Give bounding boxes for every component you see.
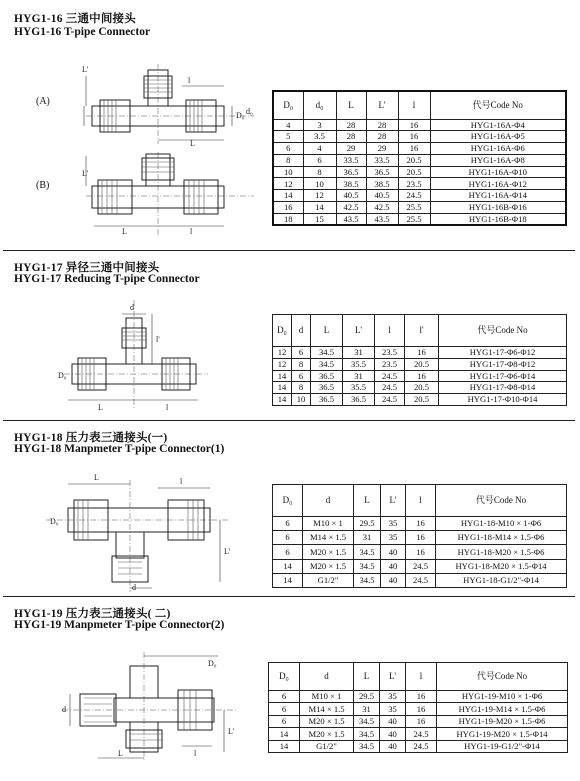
table-cell: M20 × 1.5 [303,559,354,573]
col-header: d [303,485,354,517]
code-no-cell: HYG1-16A-Φ5 [430,131,566,143]
table-cell: 14 [269,728,300,740]
code-no-cell: HYG1-18-G1/2"-Φ14 [436,573,567,587]
col-header: d [300,663,354,691]
table-cell: 34.5 [354,715,380,727]
code-no-cell: HYG1-19-M20 × 1.5-Φ6 [437,715,568,727]
label-l: l [180,477,183,486]
table-row [269,691,568,703]
table-cell: 40.5 [366,190,398,202]
table-cell: 6 [273,143,303,155]
section-title-cn: HYG1-17 异径三通中间接头 [14,262,160,274]
table-cell: 40 [380,740,406,752]
section-title-cn: HYG1-16 三通中间接头 [14,13,136,25]
variant-label-a: (A) [36,96,50,107]
table-cell: 36.5 [343,394,375,406]
table-row [269,703,568,715]
table-cell: G1/2" [303,573,354,587]
col-header: 代号Code No [430,91,566,119]
table-cell: M10 × 1 [303,517,354,531]
table-cell: 25.5 [398,213,430,225]
table-cell: 12 [273,347,292,359]
table-cell: 12 [273,358,292,370]
table-cell: 16 [406,715,437,727]
table-cell: 40 [381,573,406,587]
section-hyg1-18 [0,422,580,594]
label-d0: d₀ [246,107,253,116]
table-cell: 6 [269,715,300,727]
table-cell: 24.5 [375,382,405,394]
table-row [269,728,568,740]
table-row [269,715,568,727]
table-cell: 18 [273,213,303,225]
table-cell: 6 [273,531,303,545]
code-no-cell: HYG1-19-M14 × 1.5-Φ6 [437,703,568,715]
tee-drawing-a [82,62,262,147]
col-header: L' [366,91,398,119]
table-cell: 24.5 [375,370,405,382]
section-title-cn: HYG1-18 压力表三通接头(一) [14,432,168,444]
label-l: l [166,403,169,412]
section-divider [3,596,575,597]
table-row [273,143,566,155]
col-header: D₀ [269,663,300,691]
col-header: L [354,485,381,517]
table-row [269,740,568,752]
table-body [273,119,566,225]
code-no-cell: HYG1-16B-Φ18 [430,213,566,225]
table-cell: 24.5 [406,559,436,573]
table-cell: 15 [303,213,336,225]
section-title-cn: HYG1-19 压力表三通接头( 二) [14,608,171,620]
col-header: l [406,663,437,691]
table-cell: 29.5 [354,517,381,531]
spec-table [272,90,567,226]
table-cell: 20.5 [405,358,439,370]
label-Lp: L' [228,727,235,736]
code-no-cell: HYG1-19-M20 × 1.5-Φ14 [437,728,568,740]
table-row [273,559,567,573]
table-cell: 16 [406,517,436,531]
table-body [269,691,568,753]
col-header: L [336,91,366,119]
table-row [273,382,567,394]
label-L: L [190,139,195,147]
table-cell: 34.5 [354,728,380,740]
spec-table [268,662,568,753]
table-cell: 40 [380,728,406,740]
table-cell: 16 [406,545,436,559]
table-row [273,370,567,382]
table-cell: 36.5 [366,166,398,178]
table-cell: 38.5 [336,178,366,190]
table-cell: 24.5 [406,573,436,587]
table-cell: 8 [303,166,336,178]
code-no-cell: HYG1-16A-Φ8 [430,154,566,166]
table-cell: 28 [336,131,366,143]
table-body [273,347,567,406]
label-l: l [194,749,197,758]
table-cell: 33.5 [336,154,366,166]
table-cell: 23.5 [375,347,405,359]
code-no-cell: HYG1-19-M10 × 1-Φ6 [437,691,568,703]
table-cell: 24.5 [375,394,405,406]
code-no-cell: HYG1-16A-Φ10 [430,166,566,178]
manometer-tee-drawing-1 [40,464,240,594]
code-no-cell: HYG1-16A-Φ14 [430,190,566,202]
label-L: L [98,403,103,412]
table-body [273,517,567,588]
table-cell: 16 [405,347,439,359]
col-header: L' [381,485,406,517]
table-cell: 36.5 [311,382,343,394]
table-cell: 35 [380,703,406,715]
section-divider [3,420,575,421]
table-cell: 16 [398,119,430,131]
code-no-cell: HYG1-18-M14 × 1.5-Φ6 [436,531,567,545]
table-row [273,119,566,131]
section-title-en: HYG1-19 Manpmeter T-pipe Connector(2) [14,619,225,631]
code-no-cell: HYG1-17-Φ8-Φ12 [439,358,567,370]
label-L: L [118,749,123,758]
col-header: 代号Code No [439,315,567,347]
table-cell: 16 [398,131,430,143]
col-header: d [292,315,311,347]
table-cell: 16 [406,703,437,715]
label-d: d [130,303,134,312]
table-cell: 24.5 [406,728,437,740]
table-cell: 6 [292,347,311,359]
code-no-cell: HYG1-17-Φ8-Φ14 [439,382,567,394]
manometer-tee-drawing-2 [58,646,258,764]
table-cell: M20 × 1.5 [300,715,354,727]
label-Lp: L' [224,547,231,556]
col-header: 代号Code No [437,663,568,691]
table-cell: 16 [405,370,439,382]
table-cell: 31 [343,347,375,359]
table-cell: 8 [273,154,303,166]
code-no-cell: HYG1-17-Φ6-Φ14 [439,370,567,382]
table-row [273,154,566,166]
table-cell: 6 [273,517,303,531]
table-cell: 6 [269,691,300,703]
table-cell: 35 [380,691,406,703]
table-cell: 34.5 [354,573,381,587]
col-header: L' [380,663,406,691]
table-cell: M20 × 1.5 [303,545,354,559]
section-title-en: HYG1-18 Manpmeter T-pipe Connector(1) [14,443,225,455]
section-divider [3,250,575,251]
table-cell: 6 [269,703,300,715]
code-no-cell: HYG1-16B-Φ16 [430,202,566,214]
table-cell: 36.5 [311,370,343,382]
tee-drawing-b [82,150,262,240]
table-cell: 28 [366,119,398,131]
col-header: l [398,91,430,119]
table-cell: 20.5 [405,382,439,394]
col-header: D₀ [273,91,303,119]
label-d: d [62,705,66,714]
table-cell: 35 [381,517,406,531]
col-header: l [406,485,436,517]
table-cell: 40 [381,559,406,573]
table-cell: 10 [273,166,303,178]
table-cell: 20.5 [398,154,430,166]
code-no-cell: HYG1-18-M10 × 1-Φ6 [436,517,567,531]
table-cell: 42.5 [336,202,366,214]
table-row [273,573,567,587]
table-row [273,190,566,202]
table-cell: 43.5 [366,213,398,225]
table-row [273,131,566,143]
table-cell: 20.5 [405,394,439,406]
table-cell: 6 [303,154,336,166]
section-hyg1-17 [0,252,580,420]
table-cell: 10 [292,394,311,406]
table-cell: 14 [303,202,336,214]
table-cell: 10 [303,178,336,190]
table-row [273,545,567,559]
table-cell: M10 × 1 [300,691,354,703]
table-cell: 38.5 [366,178,398,190]
table-cell: 33.5 [366,154,398,166]
table-cell: 25.5 [398,202,430,214]
spec-table [272,314,567,406]
table-cell: 28 [336,119,366,131]
table-row [273,531,567,545]
table-cell: 34.5 [354,559,381,573]
table-cell: 29 [366,143,398,155]
table-cell: 34.5 [311,358,343,370]
table-cell: 24.5 [406,740,437,752]
table-cell: 35 [381,531,406,545]
table-cell: 6 [292,370,311,382]
table-cell: 14 [273,382,292,394]
table-cell: 29.5 [354,691,380,703]
col-header: d₀ [303,91,336,119]
table-row [273,358,567,370]
table-cell: 40 [380,715,406,727]
col-header: 代号Code No [436,485,567,517]
table-cell: 35.5 [343,382,375,394]
table-cell: 3.5 [303,131,336,143]
table-cell: 12 [273,178,303,190]
code-no-cell: HYG1-18-M20 × 1.5-Φ14 [436,559,567,573]
table-cell: 31 [354,703,380,715]
table-row [273,394,567,406]
label-L: L [94,473,99,482]
table-cell: G1/2" [300,740,354,752]
table-cell: 14 [273,190,303,202]
table-cell: 34.5 [311,347,343,359]
table-cell: 14 [273,394,292,406]
table-cell: 29 [336,143,366,155]
code-no-cell: HYG1-16A-Φ6 [430,143,566,155]
table-cell: 40.5 [336,190,366,202]
table-row [273,178,566,190]
table-cell: 35.5 [343,358,375,370]
table-cell: 6 [273,545,303,559]
table-cell: 43.5 [336,213,366,225]
table-cell: M14 × 1.5 [300,703,354,715]
section-hyg1-16 [0,0,580,250]
col-header: l [375,315,405,347]
table-cell: 16 [398,143,430,155]
code-no-cell: HYG1-18-M20 × 1.5-Φ6 [436,545,567,559]
code-no-cell: HYG1-17-Φ10-Φ14 [439,394,567,406]
label-lp: l' [156,335,160,344]
col-header: D₀ [273,485,303,517]
label-L-b: L [122,227,127,236]
label-D0: D₀ [50,517,59,526]
label-D0: D₀ [58,371,67,380]
table-cell: 34.5 [354,545,381,559]
label-l-b: l [190,227,193,236]
col-header: l' [405,315,439,347]
table-row [273,166,566,178]
table-cell: 4 [273,119,303,131]
section-title-en: HYG1-16 T-pipe Connector [14,26,151,38]
code-no-cell: HYG1-19-G1/2"-Φ14 [437,740,568,752]
label-l: l [188,76,191,85]
col-header: L [311,315,343,347]
table-row [273,202,566,214]
spec-table [272,484,567,588]
table-cell: 16 [273,202,303,214]
section-hyg1-19 [0,598,580,781]
table-cell: 31 [343,370,375,382]
table-cell: M20 × 1.5 [300,728,354,740]
table-cell: 12 [303,190,336,202]
section-title-en: HYG1-17 Reducing T-pipe Connector [14,273,200,285]
table-cell: 16 [406,531,436,545]
table-cell: 20.5 [398,166,430,178]
table-cell: 31 [354,531,381,545]
table-row [273,347,567,359]
table-row [273,213,566,225]
col-header: D₀ [273,315,292,347]
table-cell: 40 [381,545,406,559]
table-cell: 23.5 [398,178,430,190]
table-cell: 42.5 [366,202,398,214]
table-cell: 16 [406,691,437,703]
label-D0: D₀ [236,111,245,120]
label-D0: D₀ [208,659,217,668]
col-header: L' [343,315,375,347]
col-header: L [354,663,380,691]
table-cell: 14 [273,370,292,382]
table-cell: 14 [273,573,303,587]
table-cell: 5 [273,131,303,143]
table-cell: 24.5 [398,190,430,202]
table-cell: 14 [273,559,303,573]
code-no-cell: HYG1-16A-Φ4 [430,119,566,131]
label-Lp-b: L' [82,169,89,178]
code-no-cell: HYG1-16A-Φ12 [430,178,566,190]
table-cell: 23.5 [375,358,405,370]
table-cell: 36.5 [311,394,343,406]
table-cell: 36.5 [336,166,366,178]
table-cell: 4 [303,143,336,155]
table-cell: 34.5 [354,740,380,752]
table-cell: 28 [366,131,398,143]
table-cell: M14 × 1.5 [303,531,354,545]
table-cell: 8 [292,358,311,370]
label-d: d [132,583,136,592]
table-row [273,517,567,531]
table-cell: 14 [269,740,300,752]
table-cell: 3 [303,119,336,131]
label-Lp: L' [82,65,89,74]
reducing-tee-drawing [58,296,238,414]
code-no-cell: HYG1-17-Φ6-Φ12 [439,347,567,359]
variant-label-b: (B) [36,180,50,191]
table-cell: 8 [292,382,311,394]
